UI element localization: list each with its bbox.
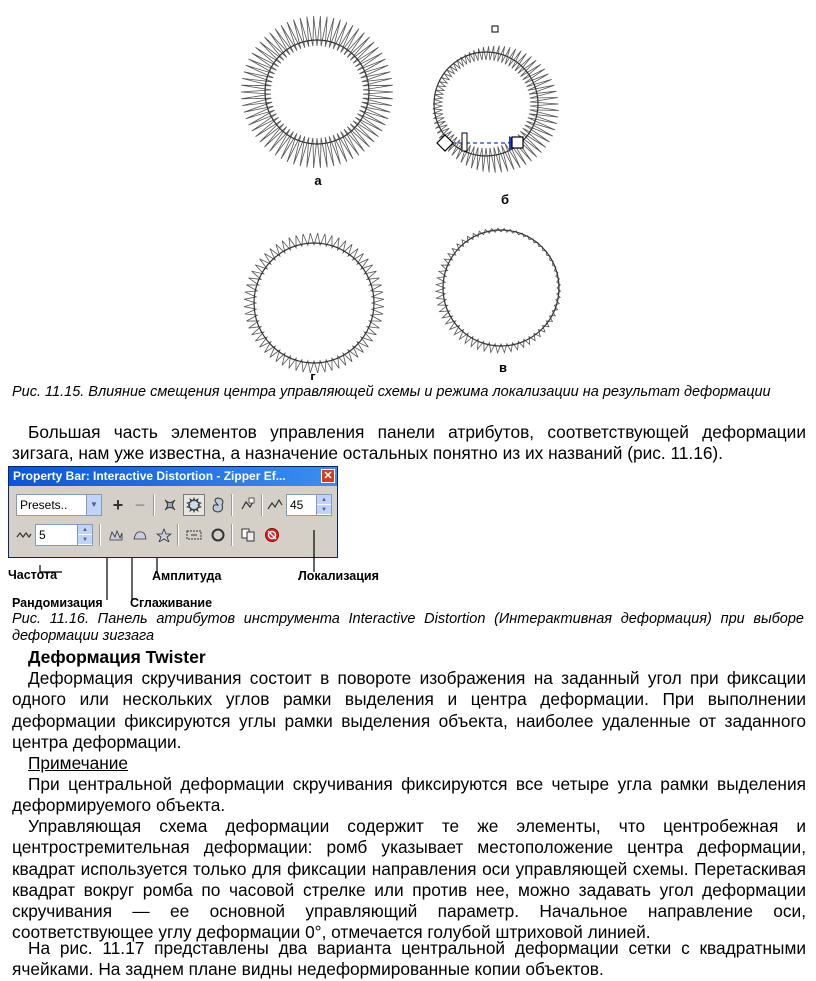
amplitude-slider-icon	[462, 133, 467, 151]
zigzag-circle-g	[244, 233, 384, 373]
amplitude-value: 45	[290, 498, 304, 512]
spin-up-icon[interactable]: ▲	[317, 495, 331, 505]
paragraph-4-text: На рис. 11.17 представлены два варианта центральной деформации сетки с квадратными ячейками. На заднем плане видны недеформированные копии объектов.	[12, 938, 806, 980]
figure-label-b: б	[500, 192, 510, 207]
zigzag-circle-a	[241, 16, 393, 168]
callout-amplitude: Амплитуда	[152, 569, 222, 583]
chevron-down-icon[interactable]: ▼	[86, 495, 101, 515]
delete-preset-button[interactable]	[129, 494, 151, 516]
figure-11-15	[0, 0, 816, 380]
callout-localization: Локализация	[298, 569, 379, 583]
figure-11-16-caption: Рис. 11.16. Панель атрибутов инструмента Interactive Distortion (Интерактивная деформация) при выборе деформации зигзага	[12, 611, 804, 644]
intro-paragraph	[12, 422, 806, 465]
zipper-icon	[186, 497, 202, 513]
paragraph-3-text: Управляющая схема деформации содержит те же элементы, что центробежная и центростремительная деформации: ромб указывает местоположение центра деформации, квадрат используется только для фиксации направления оси управляющей схемы. Перетаскивая квадрат вокруг ромба по часовой стрелке или против нее, можно задавать угол деформации скручивания — ее основной управляющий параметр. Начальное направление оси, соответствующее углу деформации 0°, отмечается голубой штриховой линией.	[12, 816, 806, 943]
base-circle	[265, 40, 369, 144]
base-circle	[254, 243, 374, 363]
zigzag-path	[241, 16, 393, 168]
paragraph-2	[12, 774, 806, 817]
figure-11-15-caption: Рис. 11.15. Влияние смещения центра управляющей схемы и режима локализации на результат деформации	[12, 384, 771, 400]
section-heading: Деформация Twister	[28, 647, 206, 667]
amplitude-icon-label	[265, 494, 285, 516]
base-circle	[443, 230, 559, 346]
frequency-value: 5	[39, 528, 46, 542]
spin-up-icon[interactable]: ▲	[78, 525, 92, 535]
separator	[153, 494, 155, 516]
callout-smoothing: Сглаживание	[130, 596, 213, 610]
figure-label-g: г	[310, 369, 316, 380]
figure-label-a: а	[314, 173, 322, 188]
zigzag-path	[244, 233, 384, 373]
add-preset-button[interactable]	[107, 494, 129, 516]
spin-down-icon[interactable]: ▼	[78, 535, 92, 545]
intro-paragraph-text: Большая часть элементов управления панели атрибутов, соответствующей деформации зигзага, нам уже известна, а назначение остальных понятно из их названий (рис. 11.16).	[12, 422, 806, 464]
minus-icon: −	[134, 494, 146, 515]
paragraph-2-text: При центральной деформации скручивания фиксируются все четыре угла рамки выделения деформируемого объекта.	[12, 774, 806, 816]
callout-randomization: Рандомизация	[12, 596, 103, 610]
twister-icon	[210, 497, 226, 513]
property-bar-title: Property Bar: Interactive Distortion - Zipper Ef...	[13, 469, 286, 483]
close-button[interactable]: ✕	[321, 469, 335, 483]
presets-value: Presets..	[20, 498, 68, 512]
property-bar-titlebar[interactable]	[9, 467, 337, 486]
paragraph-1-text: Деформация скручивания состоит в повороте изображения на заданный угол при фиксации одного или нескольких углов рамки выделения и центра деформации. При выполнении деформации фиксируются углы рамки выделения объекта, наиболее удаленные от заданного центра деформации.	[12, 668, 806, 752]
direction-square-icon	[512, 137, 523, 148]
presets-dropdown[interactable]	[16, 494, 102, 516]
paragraph-3	[12, 816, 806, 944]
push-pull-distortion-button[interactable]	[159, 494, 181, 516]
figure-label-v: в	[499, 360, 507, 375]
paragraph-1	[12, 668, 806, 753]
paragraph-4	[12, 938, 806, 981]
property-bar-row-1	[13, 491, 333, 519]
push-pull-icon	[162, 497, 178, 513]
plus-icon: +	[112, 494, 124, 515]
separator	[261, 494, 263, 516]
note-label: Примечание	[28, 753, 129, 773]
zigzag-circle-v	[436, 228, 561, 353]
spin-down-icon[interactable]: ▼	[317, 505, 331, 515]
amplitude-input[interactable]	[286, 494, 332, 516]
add-distortion-icon	[240, 497, 256, 513]
zipper-distortion-button[interactable]	[183, 494, 205, 516]
twister-distortion-button[interactable]	[207, 494, 229, 516]
amplitude-icon	[267, 498, 283, 512]
selection-handle-icon	[492, 26, 498, 32]
zigzag-circle-b	[433, 46, 559, 173]
separator	[231, 494, 233, 516]
callout-frequency: Частота	[8, 568, 58, 582]
add-new-distortion-button[interactable]	[237, 494, 259, 516]
amplitude-spinner[interactable]	[316, 495, 331, 515]
